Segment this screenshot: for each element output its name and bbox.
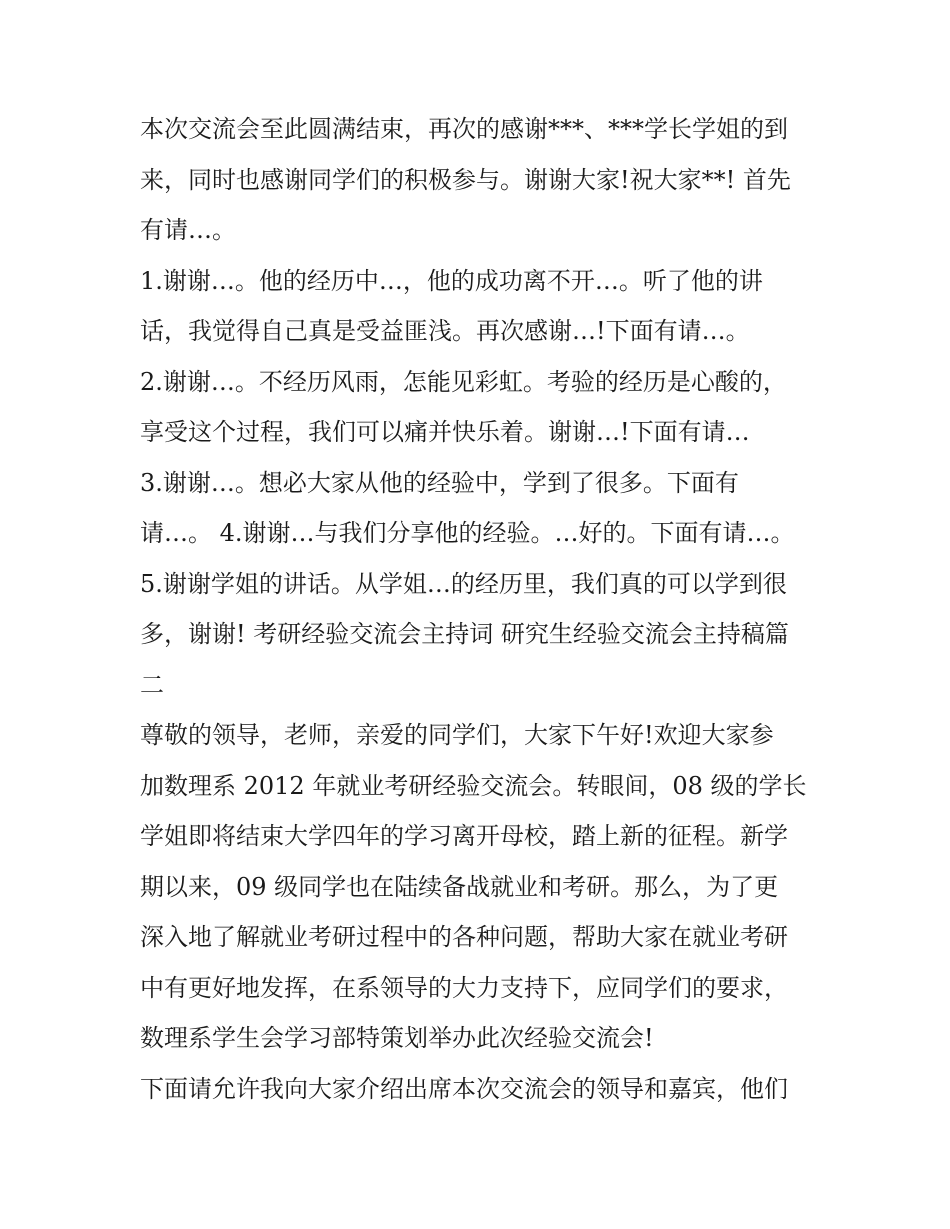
text-line: 多，谢谢! 考研经验交流会主持词 研究生经验交流会主持稿篇 <box>140 620 789 648</box>
text-line: 2.谢谢…。不经历风雨，怎能见彩虹。考验的经历是心酸的， <box>140 367 787 396</box>
text-line: 中有更好地发挥，在系领导的大力支持下，应同学们的要求， <box>140 973 788 1002</box>
text-line: 尊敬的领导，老师，亲爱的同学们，大家下午好!欢迎大家参 <box>140 721 774 749</box>
text-line: 期以来，09 级同学也在陆续备战就业和考研。那么，为了更 <box>140 872 779 901</box>
text-line: 5.谢谢学姐的讲话。从学姐…的经历里，我们真的可以学到很 <box>140 569 787 598</box>
text-line: 下面请允许我向大家介绍出席本次交流会的领导和嘉宾，他们 <box>140 1074 788 1103</box>
text-line: 3.谢谢…。想必大家从他的经验中，学到了很多。下面有 <box>140 468 739 497</box>
text-line: 本次交流会至此圆满结束，再次的感谢***、***学长学姐的到 <box>140 115 788 143</box>
text-line: 有请…。 <box>140 216 236 244</box>
text-line: 来，同时也感谢同学们的积极参与。谢谢大家!祝大家**! 首先 <box>140 165 791 194</box>
text-line: 加数理系 2012 年就业考研经验交流会。转眼间，08 级的学长 <box>140 771 807 800</box>
text-line: 二 <box>140 670 164 699</box>
document-body <box>140 104 820 1114</box>
text-line: 深入地了解就业考研过程中的各种问题，帮助大家在就业考研 <box>140 923 788 951</box>
text-line: 学姐即将结束大学四年的学习离开母校，踏上新的征程。新学 <box>140 822 788 850</box>
text-line: 话，我觉得自己真是受益匪浅。再次感谢…!下面有请…。 <box>140 317 750 345</box>
text-line: 1.谢谢…。他的经历中…，他的成功离不开…。听了他的讲 <box>140 266 763 295</box>
text-line: 数理系学生会学习部特策划举办此次经验交流会! <box>140 1024 654 1052</box>
text-line: 请…。 4.谢谢…与我们分享他的经验。…好的。下面有请…。 <box>140 519 795 547</box>
text-line: 享受这个过程，我们可以痛并快乐着。谢谢…!下面有请… <box>140 418 750 446</box>
